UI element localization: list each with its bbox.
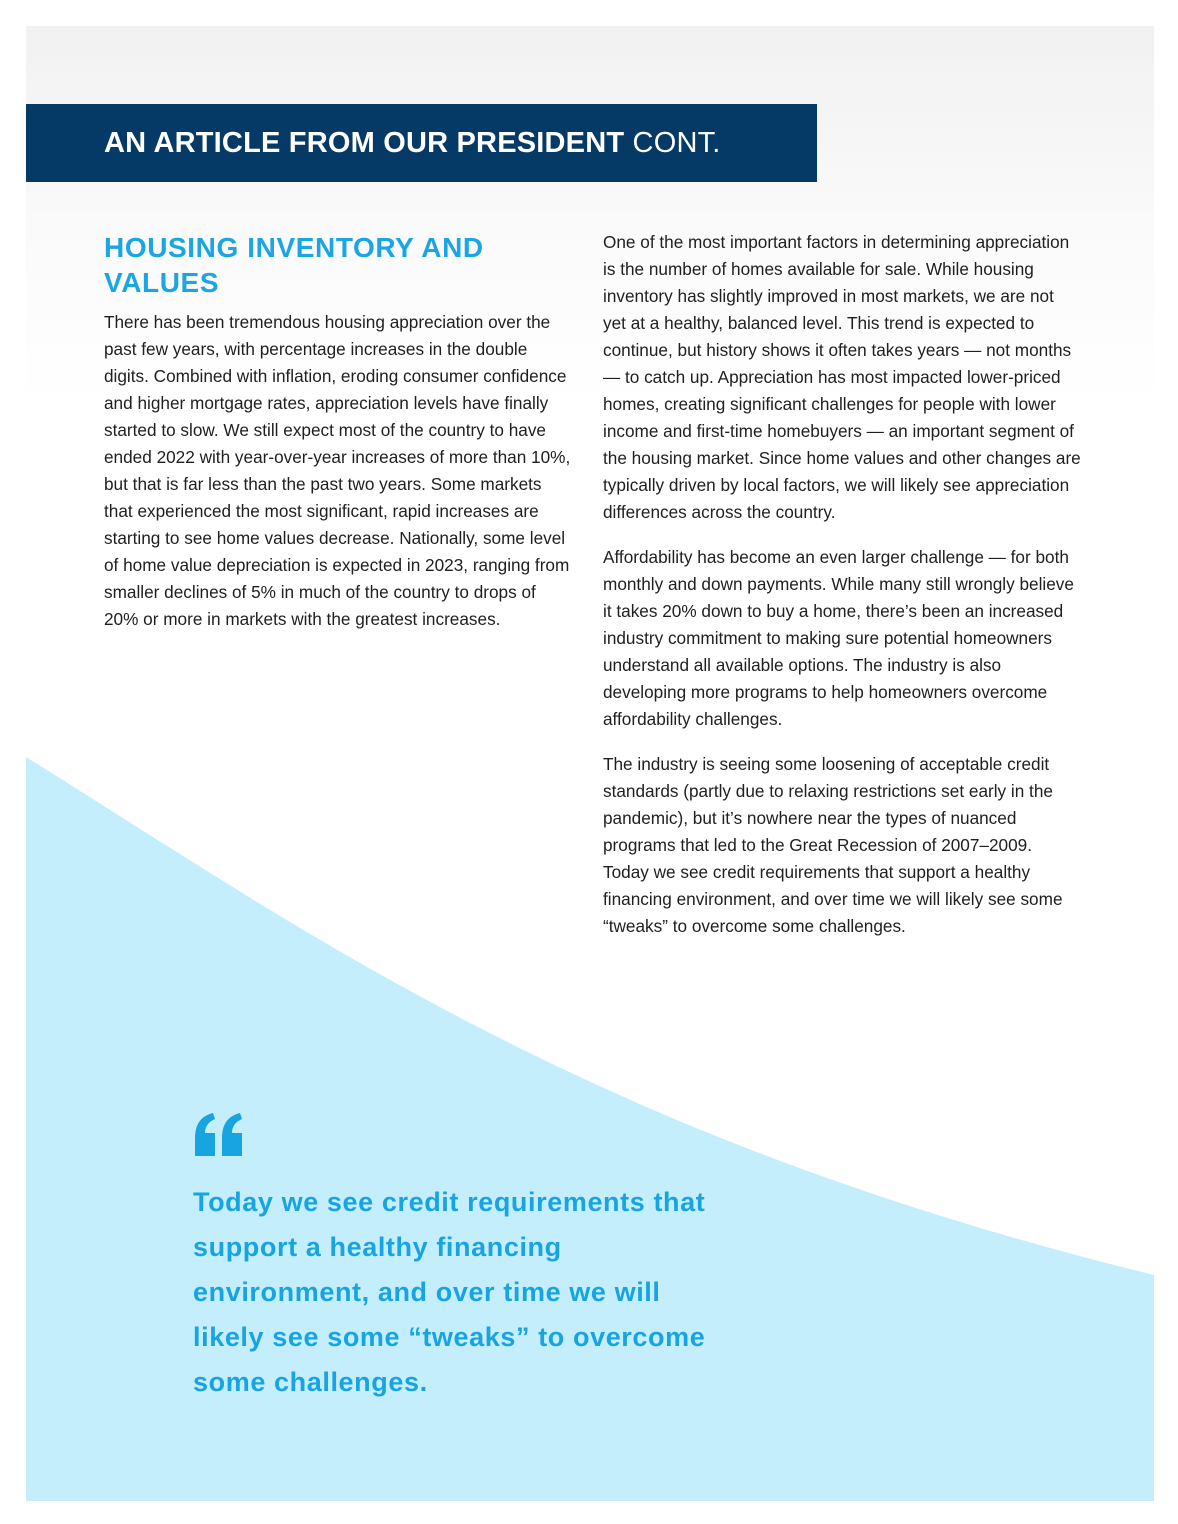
right-paragraph-credit: The industry is seeing some loosening of acceptable credit standards (partly due to relaxing restrictions set early in the pandemic), but it’s nowhere near the types of nuanced programs that led to the Great Recession of 2007–2009. Today we see credit requirements that support a healthy financing environment, and over time we will likely see some “tweaks” to overcome some challenges. [603, 754, 1063, 936]
section-heading: HOUSING INVENTORY AND VALUES [104, 232, 484, 298]
banner-title-cont: CONT. [632, 126, 721, 159]
banner-title-bold: AN ARTICLE FROM OUR PRESIDENT [104, 126, 625, 159]
pull-quote: Today we see credit requirements that support a healthy financing environment, and over time we will likely see some “tweaks” to overcome some challenges. [193, 1187, 706, 1397]
left-paragraph: There has been tremendous housing appreciation over the past few years, with percentage increases in the double digits. Combined with inflation, eroding consumer confidence and higher mortgage rates, appreciation levels have finally started to slow. We still expect most of the country to have ended 2022 with year-over-year increases of more than 10%, but that is far less than the past two years. Some markets that experienced the most significant, rapid increases are starting to see home values decrease. Nationally, some level of home value depreciation is expected in 2023, ranging from smaller declines of 5% in much of the country to drops of 20% or more in markets with the greatest increases. [104, 312, 571, 629]
right-column [603, 229, 1081, 940]
left-column [104, 230, 574, 633]
right-paragraph-inventory: One of the most important factors in determining appreciation is the number of homes available for sale. While housing inventory has slightly improved in most markets, we are not yet at a healthy, balanced level. This trend is expected to continue, but history shows it often takes years — not months — to catch up. Appreciation has most impacted lower-priced homes, creating significant challenges for people with lower income and first-time homebuyers — an important segment of the housing market. Since home values and other changes are typically driven by local factors, we will likely see appreciation differences across the country. [603, 232, 1081, 522]
banner-title [104, 127, 721, 160]
header-banner [26, 104, 817, 182]
quote-mark-icon [193, 1112, 245, 1164]
right-paragraph-affordability: Affordability has become an even larger challenge — for both monthly and down payments. While many still wrongly believe it takes 20% down to buy a home, there’s been an increased industry commitment to making sure potential homeowners understand all available options. The industry is also developing more programs to help homeowners overcome affordability challenges. [603, 547, 1074, 729]
page [26, 26, 1154, 1501]
